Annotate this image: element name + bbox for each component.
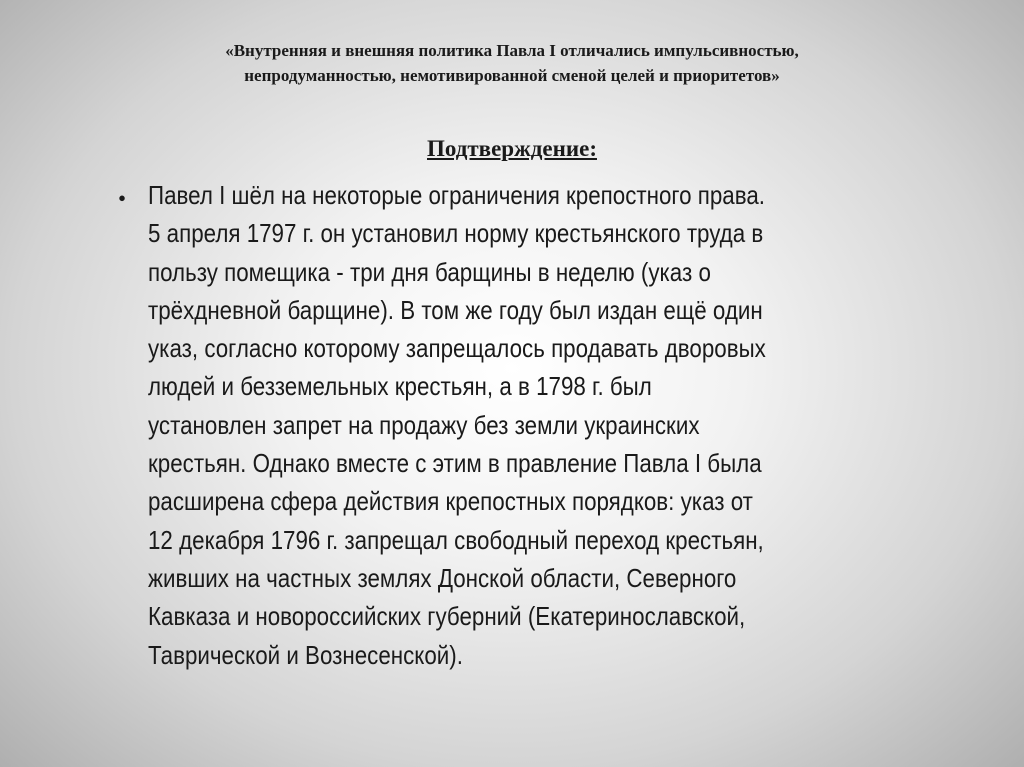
slide-title [60, 38, 964, 88]
body-line: пользу помещика - три дня барщины в неделю (указ о [148, 256, 711, 287]
body-line: Кавказа и новороссийских губерний (Екатеринославской, [148, 601, 746, 632]
body-line: 12 декабря 1796 г. запрещал свободный переход крестьян, [148, 524, 764, 555]
body-line: крестьян. Однако вместе с этим в правление Павла I была [148, 448, 762, 479]
body-line: живших на частных землях Донской области, Северного [148, 562, 737, 593]
body-line: Павел I шёл на некоторые ограничения крепостного права. [148, 180, 765, 210]
body-line: установлен запрет на продажу без земли украинских [148, 409, 700, 440]
body-paragraph [148, 176, 948, 674]
body-line: расширена сфера действия крепостных порядков: указ от [148, 486, 753, 517]
title-line: «Внутренняя и внешняя политика Павла I отличались импульсивностью, [225, 41, 799, 60]
body-line: Таврической и Вознесенской). [148, 639, 463, 670]
title-line: непродуманностью, немотивированной сменой целей и приоритетов» [244, 66, 780, 85]
body-line: 5 апреля 1797 г. он установил норму крестьянского труда в [148, 218, 764, 249]
body-line: трёхдневной барщине). В том же году был издан ещё один [148, 294, 763, 325]
body-line: людей и безземельных крестьян, а в 1798 г. был [148, 371, 652, 402]
subheading: Подтверждение: [427, 136, 597, 161]
bullet-marker: • [118, 186, 127, 211]
body-line: указ, согласно которому запрещалось продавать дворовых [148, 333, 766, 364]
